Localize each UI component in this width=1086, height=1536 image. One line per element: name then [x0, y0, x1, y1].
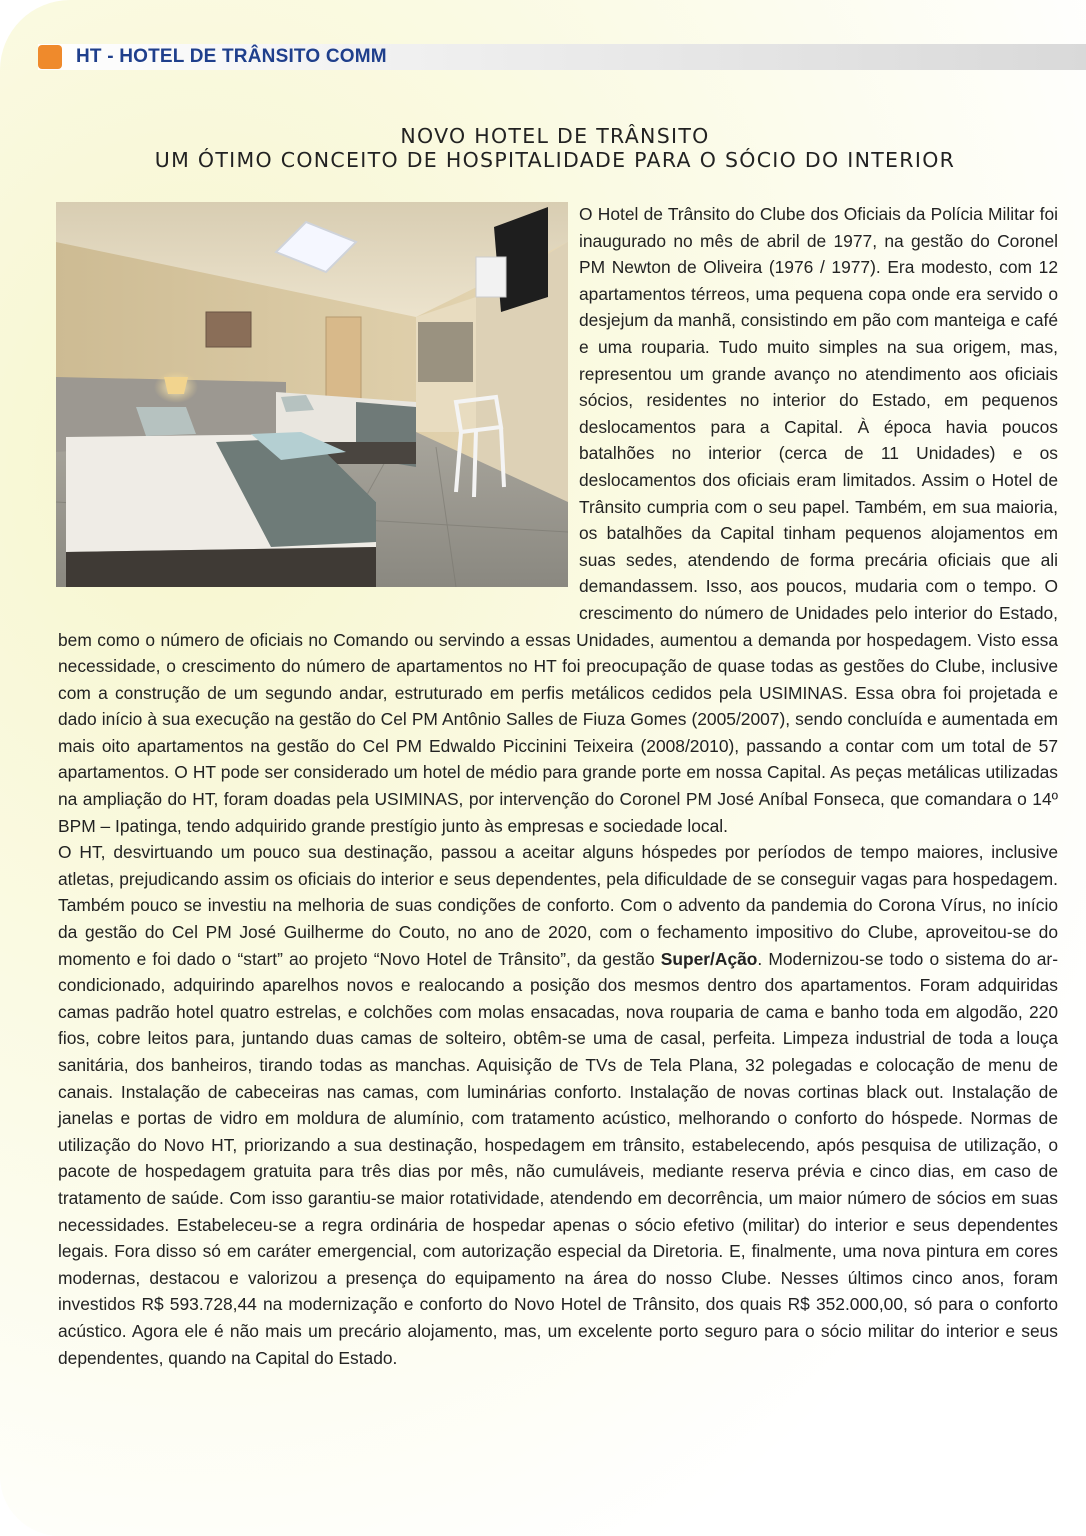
- title-line-1: NOVO HOTEL DE TRÂNSITO: [400, 124, 710, 148]
- photo-wrap-spacer: [58, 201, 579, 613]
- section-label: HT - HOTEL DE TRÂNSITO COMM: [76, 46, 387, 67]
- section-marker-square: [38, 45, 62, 69]
- paragraph-2-text-start: O HT, desvirtuando um pouco sua destinação, passou a aceitar alguns hóspedes por períodos de tempo maiores, inclusive atletas, prejudicando assim os oficiais do interior e seus dependentes, pela dificuldade de se conseguir vagas para hospedagem. Também pouco se investiu na melhoria de suas condições de conforto. Com o advento da pandemia do Corona Vírus, no início da gestão do Cel PM José Guilherme do Couto, no ano de 2020, com o fechamento impositivo do Clube, aproveitou-se do momento e foi dado o “start” ao projeto “Novo Hotel de Trânsito”, da gestão: [58, 842, 1058, 969]
- article-title: [40, 124, 1070, 172]
- article-body: [58, 201, 1058, 1371]
- paragraph-2-text-end: . Modernizou-se todo o sistema do ar-condicionado, adquirindo aparelhos novos e realocando a posição dos mesmos dentro dos apartamentos. Foram adquiridas camas padrão hotel quatro estrelas, e colchões com molas ensacadas, nova rouparia de cama e banho toda em algodão, 220 fios, cobre leitos para, juntando duas camas de solteiro, obtêm-se uma de casal, perfeita. Limpeza industrial de toda a louça sanitária, dos banheiros, tirando todas as manchas. Aquisição de TVs de Tela Plana, 32 polegadas e colocação de menu de canais. Instalação de cabeceiras nas camas, com luminárias conforto. Instalação de novas cortinas black out. Instalação de janelas e portas de vidro em moldura de alumínio, com tratamento acústico, melhorando o conforto do hóspede. Normas de utilização do Novo HT, priorizando a sua destinação, hospedagem em trânsito, estabelecendo, após pesquisa de utilização, o pacote de hospedagem gratuita para três dias por mês, não cumuláveis, mediante reserva prévia e cinco dias, em caso de tratamento de saúde. Com isso garantiu-se maior rotatividade, atendendo em decorrência, um maior número de sócios em suas necessidades. Estabeleceu-se a regra ordinária de hospedar apenas o sócio efetivo (militar) do interior e seus dependentes legais. Fora disso só em caráter emergencial, com autorização especial da Diretoria. E, finalmente, uma nova pintura em cores modernas, destacou e valorizou a presença do equipamento na área do nosso Clube. Nesses últimos cinco anos, foram investidos R$ 593.728,44 na modernização e conforto do Novo Hotel de Trânsito, dos quais R$ 352.000,00, só para o conforto acústico. Agora ele é não mais um precário alojamento, mas, um excelente porto seguro para o sócio militar do interior e seus dependentes, quando na Capital do Estado.: [58, 948, 1058, 1368]
- article-paragraph-1: O Hotel de Trânsito do Clube dos Oficiais da Polícia Militar foi inaugurado no mês de abril de 1977, na gestão do Coronel PM Newton de Oliveira (1976 / 1977). Era modesto, com 12 apartamentos térreos, uma pequena copa onde era servido o desjejum da manhã, consistindo em pão com manteiga e café e uma rouparia. Tudo muito simples na sua origem, mas, representou um grande avanço no atendimento aos oficiais sócios, residentes no interior do Estado, em pequenos deslocamentos para a Capital. À época havia poucos batalhões no interior (cerca de 11 Unidades) e os deslocamentos dos oficiais eram limitados. Assim o Hotel de Trânsito cumpria com o seu papel. Também, em sua maioria, os batalhões da Capital tinham pequenos alojamentos em suas sedes, atendendo de forma precária oficiais que ali demandassem. Isso, aos poucos, mudaria com o tempo. O crescimento do número de Unidades pelo interior do Estado, bem como o número de oficiais no Comando ou servindo a essas Unidades, aumentou a demanda por hospedagem. Visto essa necessidade, o crescimento do número de apartamentos no HT foi preocupação de quase todas as gestões do Clube, inclusive com a construção de um segundo andar, estruturado em perfis metálicos cedidos pela USIMINAS. Essa obra foi projetada e dado início à sua execução na gestão do Cel PM Antônio Salles de Fiuza Gomes (2005/2007), sendo concluída e aumentada em mais oito apartamentos na gestão do Cel PM Edwaldo Piccinini Teixeira (2008/2010), passando a contar com um total de 57 apartamentos. O HT pode ser considerado um hotel de médio para grande porte em nossa Capital. As peças metálicas utilizadas na ampliação do HT, foram doadas pela USIMINAS, por intervenção do Coronel PM José Aníbal Fonseca, que comandara o 14º BPM – Ipatinga, tendo adquirido grande prestígio junto às empresas e sociedade local.: [58, 204, 1058, 836]
- article-paragraph-2: [58, 839, 1058, 1371]
- management-name-bold: Super/Ação: [660, 948, 758, 969]
- title-line-2: UM ÓTIMO CONCEITO DE HOSPITALIDADE PARA O SÓCIO DO INTERIOR: [154, 148, 956, 172]
